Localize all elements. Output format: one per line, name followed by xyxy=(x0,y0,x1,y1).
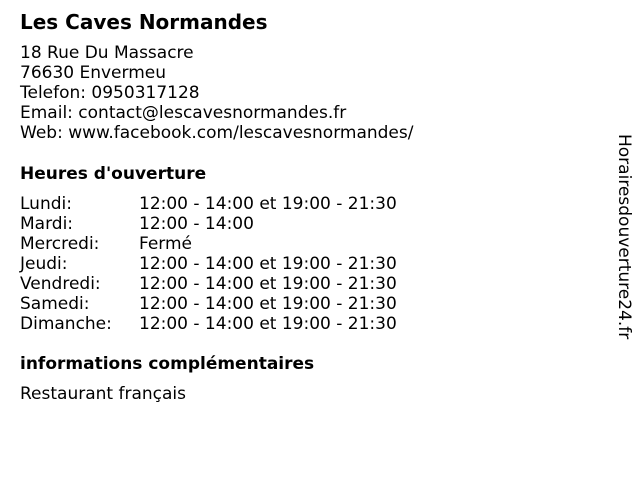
info-text: Restaurant français xyxy=(20,384,186,404)
hours-row-thursday xyxy=(20,254,397,274)
web-text: Web: www.facebook.com/lescavesnormandes/ xyxy=(20,123,414,143)
time-value: Fermé xyxy=(139,234,193,254)
hours-row-monday xyxy=(20,194,397,214)
address-street: 18 Rue Du Massacre xyxy=(20,43,194,63)
day-label: Mercredi: xyxy=(20,234,100,254)
phone-text: Telefon: 0950317128 xyxy=(20,83,200,103)
contact-block xyxy=(20,43,413,143)
business-name: Les Caves Normandes xyxy=(20,10,268,34)
address-city: 76630 Envermeu xyxy=(20,63,167,83)
email-text: Email: contact@lescavesnormandes.fr xyxy=(20,103,347,123)
time-value: 12:00 - 14:00 et 19:00 - 21:30 xyxy=(139,254,397,274)
day-label: Dimanche: xyxy=(20,314,112,334)
hours-row-wednesday xyxy=(20,234,397,254)
hours-heading: Heures d'ouverture xyxy=(20,164,207,184)
time-value: 12:00 - 14:00 xyxy=(139,214,254,234)
day-label: Jeudi: xyxy=(20,254,68,274)
hours-row-saturday xyxy=(20,294,397,314)
time-value: 12:00 - 14:00 et 19:00 - 21:30 xyxy=(139,294,397,314)
day-label: Vendredi: xyxy=(20,274,101,294)
day-label: Lundi: xyxy=(20,194,72,214)
hours-row-sunday xyxy=(20,314,397,334)
time-value: 12:00 - 14:00 et 19:00 - 21:30 xyxy=(139,194,397,214)
side-watermark: Horairesdouverture24.fr xyxy=(614,134,634,340)
day-label: Samedi: xyxy=(20,294,90,314)
time-value: 12:00 - 14:00 et 19:00 - 21:30 xyxy=(139,314,397,334)
info-heading: informations complémentaires xyxy=(20,354,315,374)
time-value: 12:00 - 14:00 et 19:00 - 21:30 xyxy=(139,274,397,294)
hours-row-tuesday xyxy=(20,214,397,234)
day-label: Mardi: xyxy=(20,214,74,234)
hours-table xyxy=(20,194,397,334)
hours-row-friday xyxy=(20,274,397,294)
